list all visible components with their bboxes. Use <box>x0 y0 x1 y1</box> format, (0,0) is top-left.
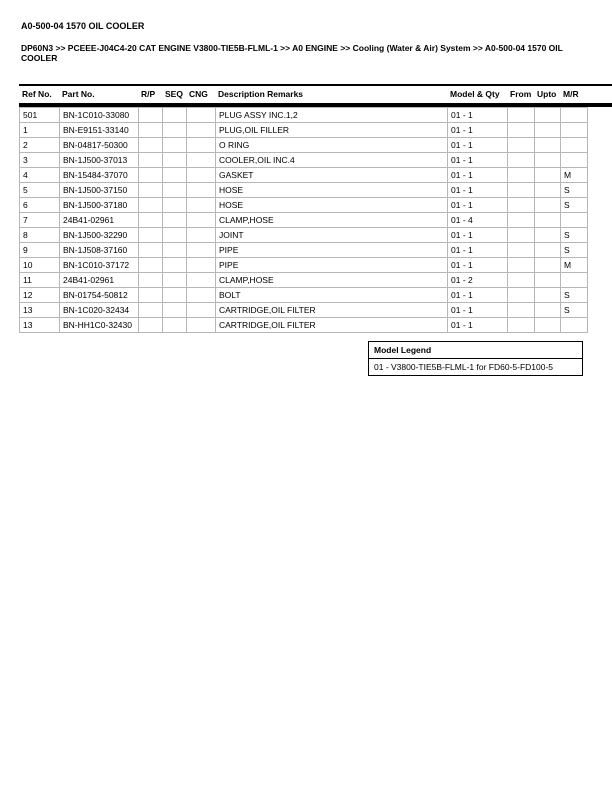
cell-from <box>508 213 535 228</box>
cell-seq <box>163 168 187 183</box>
cell-mr <box>561 213 588 228</box>
cell-model_qty: 01 - 1 <box>448 108 508 123</box>
cell-cng <box>187 288 216 303</box>
cell-cng <box>187 303 216 318</box>
cell-description: HOSE <box>216 183 448 198</box>
cell-rp <box>139 168 163 183</box>
cell-model_qty: 01 - 1 <box>448 318 508 333</box>
cell-mr <box>561 138 588 153</box>
cell-cng <box>187 168 216 183</box>
cell-seq <box>163 318 187 333</box>
cell-model_qty: 01 - 1 <box>448 198 508 213</box>
cell-description: CLAMP,HOSE <box>216 213 448 228</box>
cell-ref_no: 13 <box>20 303 60 318</box>
cell-mr <box>561 318 588 333</box>
cell-upto <box>535 198 561 213</box>
column-header-mr: M/R <box>563 89 579 99</box>
cell-mr: M <box>561 168 588 183</box>
cell-rp <box>139 228 163 243</box>
model-legend-title: Model Legend <box>369 342 582 359</box>
cell-rp <box>139 138 163 153</box>
cell-seq <box>163 273 187 288</box>
model-legend <box>368 341 583 376</box>
cell-description: CARTRIDGE,OIL FILTER <box>216 303 448 318</box>
cell-upto <box>535 288 561 303</box>
cell-description: PLUG ASSY INC.1,2 <box>216 108 448 123</box>
cell-upto <box>535 243 561 258</box>
cell-part_no: BN-1C010-33080 <box>60 108 139 123</box>
cell-cng <box>187 108 216 123</box>
cell-seq <box>163 243 187 258</box>
column-header-part-no: Part No. <box>62 89 95 99</box>
table-row <box>20 288 588 303</box>
column-header-upto: Upto <box>537 89 557 99</box>
cell-cng <box>187 273 216 288</box>
cell-model_qty: 01 - 4 <box>448 213 508 228</box>
cell-model_qty: 01 - 1 <box>448 168 508 183</box>
cell-model_qty: 01 - 1 <box>448 258 508 273</box>
cell-part_no: BN-1J500-32290 <box>60 228 139 243</box>
column-header-seq: SEQ <box>165 89 183 99</box>
cell-from <box>508 318 535 333</box>
cell-mr: S <box>561 183 588 198</box>
parts-table <box>19 107 588 333</box>
cell-upto <box>535 138 561 153</box>
cell-mr <box>561 273 588 288</box>
cell-model_qty: 01 - 1 <box>448 153 508 168</box>
cell-description: JOINT <box>216 228 448 243</box>
cell-rp <box>139 198 163 213</box>
table-row <box>20 273 588 288</box>
page-title: A0-500-04 1570 OIL COOLER <box>21 21 145 31</box>
cell-rp <box>139 123 163 138</box>
cell-upto <box>535 273 561 288</box>
table-row <box>20 213 588 228</box>
cell-description: PIPE <box>216 258 448 273</box>
table-row <box>20 303 588 318</box>
cell-ref_no: 6 <box>20 198 60 213</box>
cell-cng <box>187 183 216 198</box>
cell-description: PLUG,OIL FILLER <box>216 123 448 138</box>
table-header-row <box>19 86 612 103</box>
model-legend-item: 01 - V3800-TIE5B-FLML-1 for FD60-5-FD100-5 <box>374 362 554 372</box>
cell-part_no: BN-1J500-37150 <box>60 183 139 198</box>
cell-model_qty: 01 - 1 <box>448 303 508 318</box>
cell-rp <box>139 288 163 303</box>
cell-part_no: BN-1J508-37160 <box>60 243 139 258</box>
cell-from <box>508 168 535 183</box>
cell-cng <box>187 138 216 153</box>
cell-cng <box>187 243 216 258</box>
cell-rp <box>139 153 163 168</box>
cell-rp <box>139 318 163 333</box>
cell-description: HOSE <box>216 198 448 213</box>
cell-description: O RING <box>216 138 448 153</box>
cell-description: BOLT <box>216 288 448 303</box>
cell-upto <box>535 183 561 198</box>
parts-table-body <box>20 108 588 333</box>
cell-seq <box>163 228 187 243</box>
cell-mr: S <box>561 303 588 318</box>
cell-mr: S <box>561 228 588 243</box>
table-row <box>20 153 588 168</box>
cell-description: GASKET <box>216 168 448 183</box>
cell-from <box>508 243 535 258</box>
cell-model_qty: 01 - 2 <box>448 273 508 288</box>
cell-seq <box>163 258 187 273</box>
cell-model_qty: 01 - 1 <box>448 288 508 303</box>
cell-seq <box>163 153 187 168</box>
cell-ref_no: 11 <box>20 273 60 288</box>
cell-ref_no: 7 <box>20 213 60 228</box>
cell-seq <box>163 213 187 228</box>
cell-ref_no: 1 <box>20 123 60 138</box>
cell-from <box>508 108 535 123</box>
cell-from <box>508 123 535 138</box>
cell-ref_no: 10 <box>20 258 60 273</box>
cell-from <box>508 303 535 318</box>
cell-part_no: 24B41-02961 <box>60 213 139 228</box>
cell-seq <box>163 108 187 123</box>
cell-part_no: BN-01754-50812 <box>60 288 139 303</box>
cell-rp <box>139 183 163 198</box>
table-row <box>20 198 588 213</box>
cell-ref_no: 2 <box>20 138 60 153</box>
cell-model_qty: 01 - 1 <box>448 228 508 243</box>
cell-upto <box>535 108 561 123</box>
cell-model_qty: 01 - 1 <box>448 123 508 138</box>
cell-cng <box>187 123 216 138</box>
cell-from <box>508 273 535 288</box>
column-header-cng: CNG <box>189 89 208 99</box>
cell-ref_no: 501 <box>20 108 60 123</box>
parts-table-area <box>19 84 612 333</box>
cell-mr <box>561 123 588 138</box>
cell-mr: S <box>561 288 588 303</box>
cell-upto <box>535 258 561 273</box>
cell-part_no: BN-04817-50300 <box>60 138 139 153</box>
cell-ref_no: 9 <box>20 243 60 258</box>
cell-rp <box>139 258 163 273</box>
cell-part_no: BN-15484-37070 <box>60 168 139 183</box>
cell-seq <box>163 183 187 198</box>
cell-upto <box>535 153 561 168</box>
cell-cng <box>187 258 216 273</box>
cell-cng <box>187 213 216 228</box>
table-row <box>20 168 588 183</box>
cell-upto <box>535 318 561 333</box>
cell-model_qty: 01 - 1 <box>448 138 508 153</box>
cell-upto <box>535 303 561 318</box>
cell-from <box>508 153 535 168</box>
cell-ref_no: 8 <box>20 228 60 243</box>
table-row <box>20 228 588 243</box>
cell-description: CARTRIDGE,OIL FILTER <box>216 318 448 333</box>
cell-mr: S <box>561 243 588 258</box>
table-row <box>20 108 588 123</box>
cell-description: CLAMP,HOSE <box>216 273 448 288</box>
table-row <box>20 258 588 273</box>
cell-model_qty: 01 - 1 <box>448 243 508 258</box>
cell-from <box>508 288 535 303</box>
cell-part_no: BN-HH1C0-32430 <box>60 318 139 333</box>
cell-upto <box>535 228 561 243</box>
cell-part_no: 24B41-02961 <box>60 273 139 288</box>
cell-rp <box>139 108 163 123</box>
cell-ref_no: 13 <box>20 318 60 333</box>
cell-cng <box>187 198 216 213</box>
cell-part_no: BN-1J500-37013 <box>60 153 139 168</box>
cell-part_no: BN-1C010-37172 <box>60 258 139 273</box>
table-row <box>20 123 588 138</box>
breadcrumb: DP60N3 >> PCEEE-J04C4-20 CAT ENGINE V3800-TIE5B-FLML-1 >> A0 ENGINE >> Cooling (Water & Air) System >> A0-500-04 1570 OIL COOLER <box>21 43 563 63</box>
cell-cng <box>187 228 216 243</box>
table-row <box>20 243 588 258</box>
cell-cng <box>187 153 216 168</box>
column-header-rp: R/P <box>141 89 156 99</box>
cell-rp <box>139 303 163 318</box>
cell-ref_no: 4 <box>20 168 60 183</box>
table-row <box>20 318 588 333</box>
column-header-model-qty: Model & Qty <box>450 89 500 99</box>
cell-from <box>508 198 535 213</box>
cell-description: PIPE <box>216 243 448 258</box>
table-row <box>20 183 588 198</box>
column-header-ref-no: Ref No. <box>22 89 52 99</box>
table-row <box>20 138 588 153</box>
cell-part_no: BN-E9151-33140 <box>60 123 139 138</box>
cell-seq <box>163 123 187 138</box>
cell-rp <box>139 243 163 258</box>
cell-from <box>508 183 535 198</box>
cell-part_no: BN-1J500-37180 <box>60 198 139 213</box>
cell-mr: S <box>561 198 588 213</box>
cell-seq <box>163 303 187 318</box>
cell-ref_no: 5 <box>20 183 60 198</box>
cell-cng <box>187 318 216 333</box>
cell-from <box>508 138 535 153</box>
cell-mr <box>561 153 588 168</box>
cell-seq <box>163 288 187 303</box>
cell-upto <box>535 123 561 138</box>
cell-rp <box>139 273 163 288</box>
column-header-from: From <box>510 89 532 99</box>
cell-description: COOLER,OIL INC.4 <box>216 153 448 168</box>
cell-upto <box>535 168 561 183</box>
cell-rp <box>139 213 163 228</box>
cell-ref_no: 12 <box>20 288 60 303</box>
column-header-description: Description Remarks <box>218 89 304 99</box>
cell-from <box>508 258 535 273</box>
cell-seq <box>163 198 187 213</box>
cell-mr: M <box>561 258 588 273</box>
cell-model_qty: 01 - 1 <box>448 183 508 198</box>
cell-part_no: BN-1C020-32434 <box>60 303 139 318</box>
cell-from <box>508 228 535 243</box>
cell-ref_no: 3 <box>20 153 60 168</box>
cell-upto <box>535 213 561 228</box>
cell-seq <box>163 138 187 153</box>
cell-mr <box>561 108 588 123</box>
